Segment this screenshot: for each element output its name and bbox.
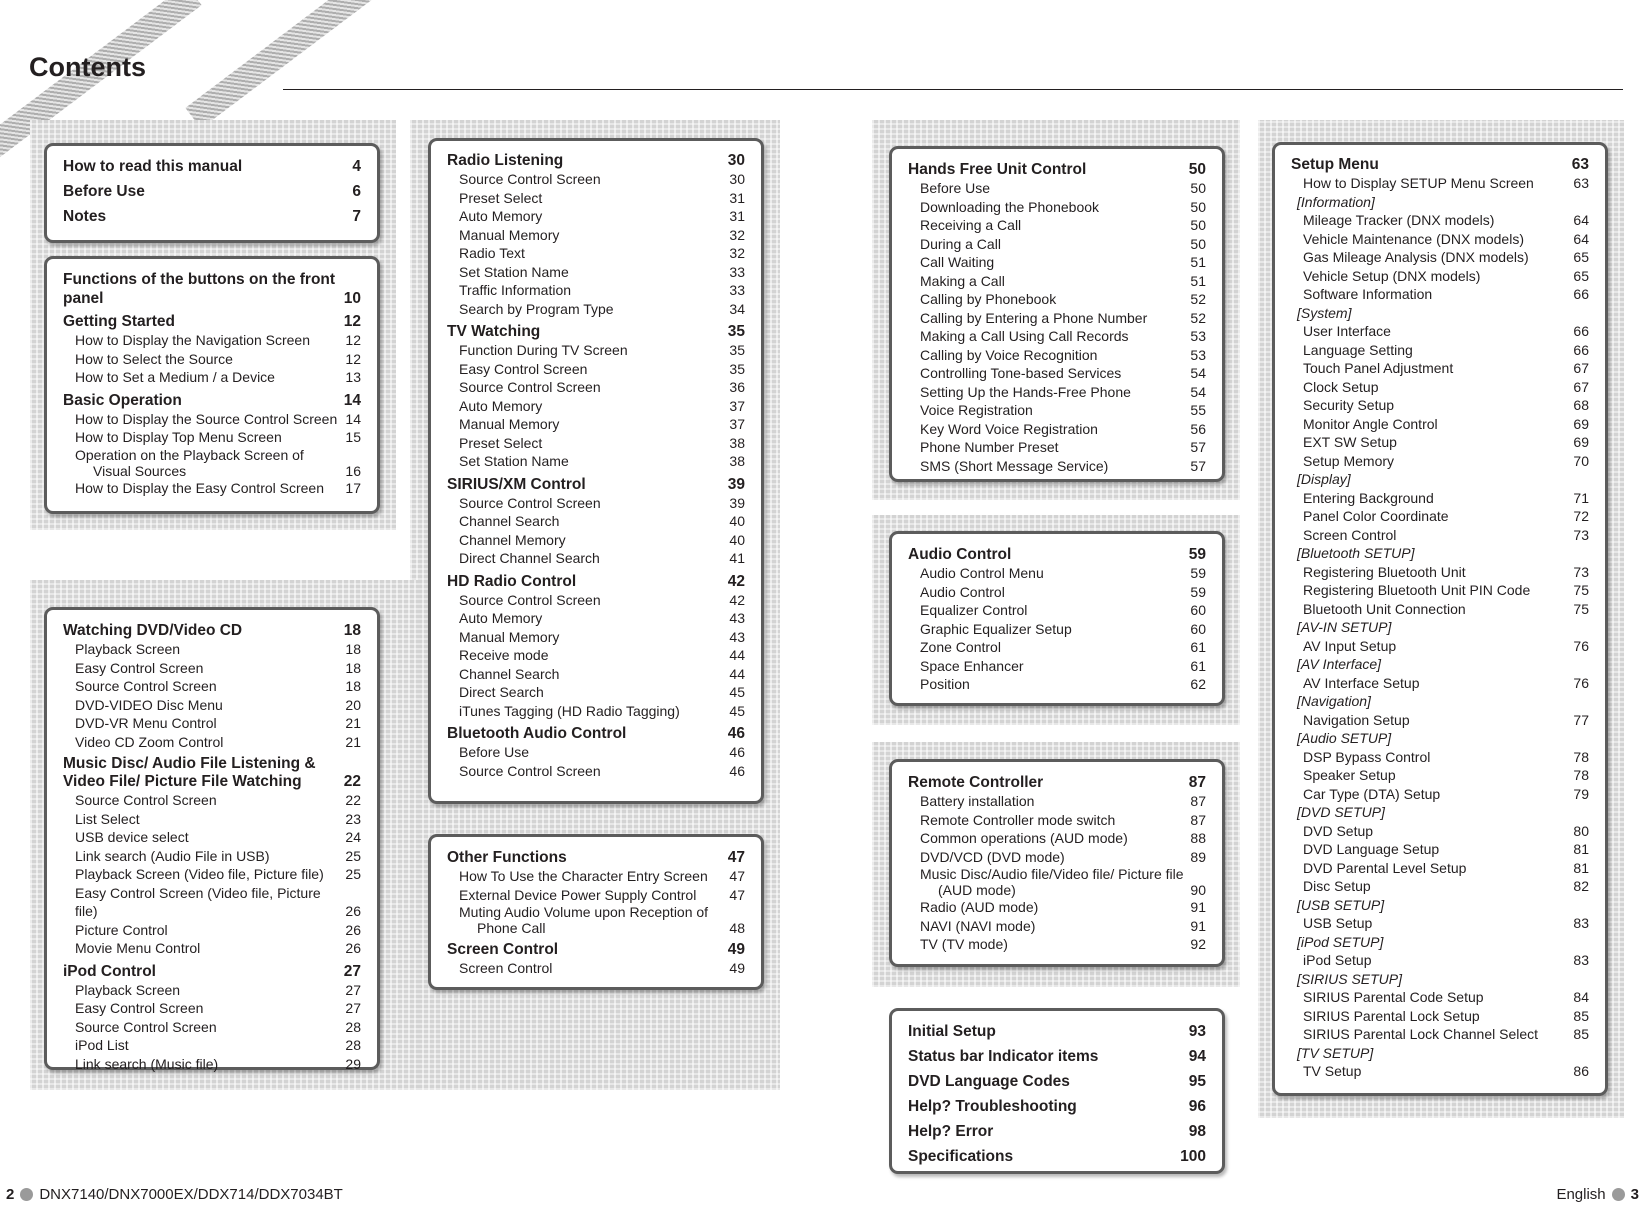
toc-category: [AV-IN SETUP] (1297, 619, 1392, 635)
toc-entry[interactable]: DVD Setup 80 (1303, 822, 1589, 839)
toc-entry[interactable]: How to Display the Source Control Screen 14 (75, 410, 361, 427)
toc-entry[interactable]: Status bar Indicator items 94 (908, 1048, 1206, 1065)
toc-entry[interactable]: Audio Control Menu 59 (920, 565, 1206, 581)
toc-entry[interactable]: Entering Background 71 (1303, 489, 1589, 506)
toc-entry[interactable]: SIRIUS Parental Lock Channel Select 85 (1303, 1026, 1589, 1042)
title-rule (283, 89, 1623, 90)
toc-entry[interactable]: Voice Registration 55 (920, 402, 1206, 418)
toc-entry[interactable]: iPod List 28 (75, 1037, 361, 1053)
toc-entry[interactable]: Traffic Information 33 (459, 282, 745, 298)
toc-entry[interactable]: Making a Call 51 (920, 272, 1206, 289)
toc-entry[interactable]: Muting Audio Volume upon Reception of Phone Call 48 (459, 904, 745, 936)
toc-entry[interactable]: Source Control Screen 18 (75, 678, 361, 694)
toc-entry[interactable]: Channel Search 40 (459, 513, 745, 529)
toc-entry[interactable]: Source Control Screen 22 (75, 792, 361, 808)
toc-entry[interactable]: DVD-VIDEO Disc Menu 20 (75, 696, 361, 713)
toc-entry[interactable]: How to Display Top Menu Screen 15 (75, 429, 361, 445)
toc-category: [DVD SETUP] (1297, 804, 1385, 820)
toc-entry[interactable]: Position 62 (920, 676, 1206, 692)
corner-decoration-band (185, 0, 384, 129)
toc-entry[interactable]: Bluetooth Unit Connection 75 (1303, 600, 1589, 617)
model-list: DNX7140/DNX7000EX/DDX714/DDX7034BT (39, 1186, 343, 1203)
toc-category: [Bluetooth SETUP] (1297, 545, 1415, 561)
toc-entry[interactable]: Manual Memory 32 (459, 226, 745, 243)
toc-entry[interactable]: NAVI (NAVI mode) 91 (920, 917, 1206, 934)
toc-entry[interactable]: Screen Control 49 (459, 960, 745, 976)
toc-entry[interactable]: How to read this manual 4 (63, 158, 361, 175)
toc-entry[interactable]: iPod Setup 83 (1303, 952, 1589, 968)
page-number: 2 (6, 1186, 15, 1203)
page-title: Contents (29, 52, 146, 82)
toc-box-hands-free (889, 146, 1225, 482)
toc-entry[interactable]: DVD Language Setup 81 (1303, 841, 1589, 857)
toc-box-playback (44, 607, 380, 1070)
toc-entry[interactable]: Direct Channel Search 41 (459, 550, 745, 566)
toc-entry[interactable]: Help? Error 98 (908, 1123, 1206, 1140)
toc-entry[interactable]: Vehicle Maintenance (DNX models) 64 (1303, 230, 1589, 247)
toc-entry[interactable]: TV Watching 35 (447, 323, 745, 340)
toc-entry[interactable]: Manual Memory 37 (459, 416, 745, 432)
toc-box-other (428, 834, 764, 990)
toc-entry[interactable]: Setting Up the Hands-Free Phone 54 (920, 383, 1206, 400)
toc-entry[interactable]: Picture Control 26 (75, 921, 361, 938)
toc-entry[interactable]: How to Display the Easy Control Screen 17 (75, 479, 361, 496)
toc-entry[interactable]: Phone Number Preset 57 (920, 439, 1206, 455)
toc-entry[interactable]: Screen Control 49 (447, 941, 745, 958)
toc-entry[interactable]: How to Select the Source 12 (75, 350, 361, 367)
toc-entry[interactable]: SMS (Short Message Service) 57 (920, 457, 1206, 474)
toc-entry[interactable]: SIRIUS Parental Code Setup 84 (1303, 989, 1589, 1005)
toc-entry[interactable]: Space Enhancer 61 (920, 657, 1206, 674)
toc-category: [USB SETUP] (1297, 896, 1385, 913)
toc-entry[interactable]: How To Use the Character Entry Screen 47 (459, 868, 745, 884)
toc-entry[interactable]: Calling by Phonebook 52 (920, 291, 1206, 307)
toc-entry[interactable]: Preset Select 31 (459, 189, 745, 206)
toc-entry[interactable]: Radio Text 32 (459, 245, 745, 261)
toc-entry[interactable]: TV Setup 86 (1303, 1063, 1589, 1079)
toc-category: [AV Interface] (1297, 656, 1382, 672)
toc-entry[interactable]: List Select 23 (75, 810, 361, 827)
toc-entry[interactable]: Before Use 6 (63, 183, 361, 200)
language-label: English (1556, 1186, 1606, 1203)
toc-entry[interactable]: Graphic Equalizer Setup 60 (920, 620, 1206, 637)
toc-entry[interactable]: Initial Setup 93 (908, 1023, 1206, 1040)
toc-entry[interactable]: Search by Program Type 34 (459, 300, 745, 317)
toc-entry[interactable]: Making a Call Using Call Records 53 (920, 328, 1206, 344)
toc-entry[interactable]: Panel Color Coordinate 72 (1303, 508, 1589, 524)
toc-entry[interactable]: Music Disc/Audio file/Video file/ Picture file (AUD mode) 90 (920, 866, 1206, 898)
toc-entry[interactable]: Common operations (AUD mode) 88 (920, 830, 1206, 846)
toc-entry[interactable]: Screen Control 73 (1303, 526, 1589, 543)
toc-entry[interactable]: Specifications 100 (908, 1148, 1206, 1165)
toc-entry[interactable]: DVD Language Codes 95 (908, 1073, 1206, 1090)
toc-box-intro (44, 143, 380, 243)
toc-entry[interactable]: Audio Control 59 (908, 546, 1206, 563)
toc-entry[interactable]: Calling by Entering a Phone Number 52 (920, 309, 1206, 326)
toc-entry[interactable]: DVD-VR Menu Control 21 (75, 715, 361, 731)
toc-entry[interactable]: User Interface 66 (1303, 323, 1589, 339)
toc-entry[interactable]: Source Control Screen 28 (75, 1018, 361, 1035)
toc-entry[interactable]: Video CD Zoom Control 21 (75, 733, 361, 750)
toc-entry[interactable]: How to Set a Medium / a Device 13 (75, 369, 361, 385)
bullet-dot-icon (1612, 1188, 1625, 1201)
toc-entry[interactable]: Manual Memory 43 (459, 628, 745, 645)
toc-entry[interactable]: Zone Control 61 (920, 639, 1206, 655)
toc-entry[interactable]: Bluetooth Audio Control 46 (447, 725, 745, 742)
toc-entry[interactable]: iTunes Tagging (HD Radio Tagging) 45 (459, 702, 745, 719)
toc-entry[interactable]: Operation on the Playback Screen of Visual Sources 16 (75, 446, 361, 479)
toc-category: [TV SETUP] (1297, 1044, 1374, 1061)
toc-entry[interactable]: Monitor Angle Control 69 (1303, 415, 1589, 432)
toc-entry[interactable]: Remote Controller 87 (908, 774, 1206, 791)
toc-entry[interactable]: Setup Menu 63 (1291, 156, 1589, 173)
toc-entry[interactable]: Registering Bluetooth Unit 73 (1303, 563, 1589, 580)
page-number: 3 (1630, 1186, 1639, 1203)
toc-entry[interactable]: Source Control Screen 30 (459, 171, 745, 187)
toc-entry[interactable]: External Device Power Supply Control 47 (459, 886, 745, 903)
toc-box-radio (428, 138, 764, 804)
toc-entry[interactable]: Speaker Setup 78 (1303, 767, 1589, 783)
toc-entry[interactable]: Remote Controller mode switch 87 (920, 811, 1206, 828)
toc-entry[interactable]: Calling by Voice Recognition 53 (920, 346, 1206, 363)
toc-entry[interactable]: Before Use 46 (459, 744, 745, 760)
toc-entry[interactable]: Playback Screen 27 (75, 981, 361, 998)
toc-entry[interactable]: Music Disc/ Audio File Listening & Video File/ Picture File Watching 22 (63, 755, 361, 790)
toc-box-audio (889, 531, 1225, 706)
toc-entry[interactable]: Receiving a Call 50 (920, 217, 1206, 233)
toc-box-remote (889, 759, 1225, 967)
toc-entry[interactable]: How to Display SETUP Menu Screen 63 (1303, 175, 1589, 191)
toc-entry[interactable]: Channel Memory 40 (459, 531, 745, 548)
toc-entry[interactable]: Equalizer Control 60 (920, 602, 1206, 618)
toc-entry[interactable]: Function During TV Screen 35 (459, 342, 745, 358)
toc-entry[interactable]: Functions of the buttons on the front panel 10 (63, 271, 361, 307)
toc-entry[interactable]: SIRIUS Parental Lock Setup 85 (1303, 1007, 1589, 1024)
toc-entry[interactable]: Watching DVD/Video CD 18 (63, 622, 361, 639)
footer-right (1556, 1186, 1639, 1203)
footer-left (6, 1186, 343, 1203)
toc-entry[interactable]: Hands Free Unit Control 50 (908, 161, 1206, 178)
toc-entry[interactable]: Language Setting 66 (1303, 341, 1589, 358)
toc-entry[interactable]: iPod Control 27 (63, 962, 361, 980)
toc-entry[interactable]: Audio Control 59 (920, 583, 1206, 600)
toc-category: [Display] (1297, 471, 1351, 487)
toc-entry[interactable]: Link search (Audio File in USB) 25 (75, 847, 361, 864)
toc-entry[interactable]: Movie Menu Control 26 (75, 940, 361, 956)
toc-category: [System] (1297, 304, 1352, 321)
toc-entry[interactable]: Registering Bluetooth Unit PIN Code 75 (1303, 582, 1589, 598)
toc-entry[interactable]: DVD/VCD (DVD mode) 89 (920, 848, 1206, 865)
toc-entry[interactable]: Easy Control Screen 18 (75, 659, 361, 676)
toc-entry[interactable]: Auto Memory 31 (459, 208, 745, 224)
toc-entry[interactable]: Source Control Screen 46 (459, 762, 745, 779)
toc-entry[interactable]: Radio (AUD mode) 91 (920, 899, 1206, 915)
toc-entry[interactable]: Car Type (DTA) Setup 79 (1303, 785, 1589, 802)
toc-entry[interactable]: Radio Listening 30 (447, 152, 745, 169)
toc-entry[interactable]: Source Control Screen 36 (459, 379, 745, 395)
toc-entry[interactable]: Easy Control Screen 27 (75, 1000, 361, 1016)
toc-entry[interactable]: Notes 7 (63, 208, 361, 225)
toc-entry[interactable]: EXT SW Setup 69 (1303, 434, 1589, 450)
toc-entry[interactable]: During a Call 50 (920, 235, 1206, 252)
toc-category: [iPod SETUP] (1297, 933, 1384, 950)
toc-entry[interactable]: DSP Bypass Control 78 (1303, 748, 1589, 765)
toc-entry[interactable]: Auto Memory 43 (459, 610, 745, 626)
bullet-dot-icon (20, 1188, 33, 1201)
toc-entry[interactable]: Easy Control Screen (Video file, Picture file) 26 (75, 884, 361, 919)
toc-entry[interactable]: Auto Memory 37 (459, 397, 745, 414)
toc-entry[interactable]: Direct Search 45 (459, 684, 745, 700)
toc-entry[interactable]: Controlling Tone-based Services 54 (920, 365, 1206, 381)
toc-entry[interactable]: Source Control Screen 42 (459, 591, 745, 608)
toc-entry[interactable]: Disc Setup 82 (1303, 878, 1589, 894)
toc-entry[interactable]: Vehicle Setup (DNX models) 65 (1303, 267, 1589, 284)
toc-entry[interactable]: SIRIUS/XM Control 39 (447, 475, 745, 493)
toc-entry[interactable]: Set Station Name 38 (459, 453, 745, 469)
toc-entry[interactable]: Clock Setup 67 (1303, 378, 1589, 395)
toc-entry[interactable]: Other Functions 47 (447, 849, 745, 866)
toc-entry[interactable]: Downloading the Phonebook 50 (920, 198, 1206, 215)
toc-entry[interactable]: AV Interface Setup 76 (1303, 674, 1589, 691)
toc-category: [Information] (1297, 193, 1375, 210)
toc-entry[interactable]: Key Word Voice Registration 56 (920, 420, 1206, 437)
toc-entry[interactable]: Source Control Screen 39 (459, 494, 745, 511)
toc-entry[interactable]: How to Display the Navigation Screen 12 (75, 332, 361, 348)
toc-category: [Navigation] (1297, 693, 1371, 709)
toc-entry[interactable]: Battery installation 87 (920, 793, 1206, 809)
toc-entry[interactable]: USB device select 24 (75, 829, 361, 845)
toc-entry[interactable]: Software Information 66 (1303, 286, 1589, 302)
toc-entry[interactable]: Touch Panel Adjustment 67 (1303, 360, 1589, 376)
toc-entry[interactable]: Call Waiting 51 (920, 254, 1206, 270)
toc-entry[interactable]: Channel Search 44 (459, 665, 745, 682)
toc-box-setup (1272, 142, 1608, 1096)
toc-entry[interactable]: Easy Control Screen 35 (459, 360, 745, 377)
toc-box-getting-started (44, 256, 380, 514)
toc-entry[interactable]: Gas Mileage Analysis (DNX models) 65 (1303, 249, 1589, 265)
toc-entry[interactable]: Set Station Name 33 (459, 263, 745, 280)
toc-entry[interactable]: Before Use 50 (920, 180, 1206, 196)
toc-entry[interactable]: HD Radio Control 42 (447, 572, 745, 590)
toc-entry[interactable]: AV Input Setup 76 (1303, 637, 1589, 654)
toc-entry[interactable]: Preset Select 38 (459, 434, 745, 451)
toc-entry[interactable]: Receive mode 44 (459, 647, 745, 663)
toc-entry[interactable]: Navigation Setup 77 (1303, 711, 1589, 728)
toc-entry[interactable]: TV (TV mode) 92 (920, 936, 1206, 952)
toc-category: [SIRIUS SETUP] (1297, 970, 1403, 987)
toc-entry[interactable]: Link search (Music file) 29 (75, 1055, 361, 1072)
toc-category: [Audio SETUP] (1297, 730, 1392, 746)
toc-entry[interactable]: Playback Screen (Video file, Picture file) 25 (75, 866, 361, 882)
toc-entry[interactable]: DVD Parental Level Setup 81 (1303, 859, 1589, 876)
toc-box-reference (889, 1008, 1225, 1174)
toc-entry[interactable]: Basic Operation 14 (63, 391, 361, 409)
toc-entry[interactable]: Playback Screen 18 (75, 641, 361, 657)
toc-entry[interactable]: Getting Started 12 (63, 313, 361, 330)
toc-entry[interactable]: Setup Memory 70 (1303, 452, 1589, 469)
toc-entry[interactable]: Security Setup 68 (1303, 397, 1589, 413)
toc-entry[interactable]: Mileage Tracker (DNX models) 64 (1303, 212, 1589, 228)
toc-entry[interactable]: USB Setup 83 (1303, 915, 1589, 931)
toc-entry[interactable]: Help? Troubleshooting 96 (908, 1098, 1206, 1115)
